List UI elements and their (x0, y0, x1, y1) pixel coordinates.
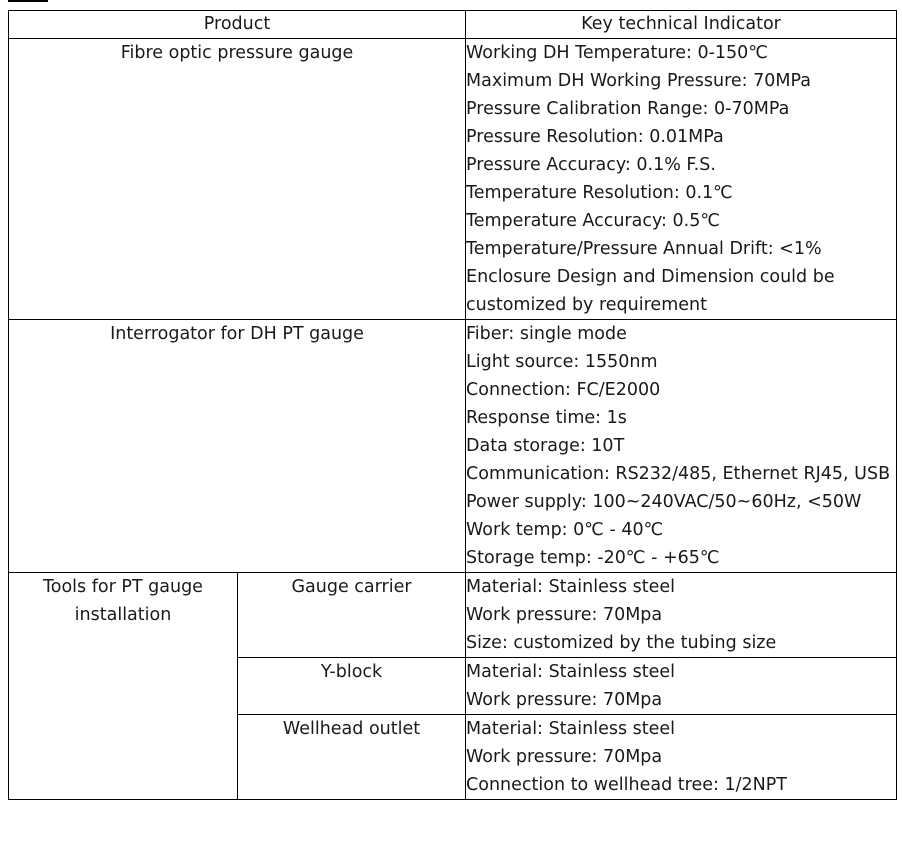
indicator-line: Temperature Accuracy: 0.5℃ (466, 211, 720, 231)
indicator-header: Key technical Indicator (466, 11, 897, 39)
indicator-line: Pressure Calibration Range: 0-70MPa (466, 99, 790, 119)
indicator-line: Material: Stainless steel (466, 577, 676, 597)
indicator-line: Size: customized by the tubing size (466, 633, 777, 653)
indicator-line: Temperature/Pressure Annual Drift: <1% (466, 239, 822, 259)
product-header: Product (9, 11, 466, 39)
indicator-line: Data storage: 10T (466, 436, 625, 456)
table-row (9, 573, 897, 658)
indicator-line: Pressure Accuracy: 0.1% F.S. (466, 155, 716, 175)
indicator-line: Response time: 1s (466, 408, 627, 428)
indicator-line: Work pressure: 70Mpa (466, 605, 663, 625)
indicator-line: Communication: RS232/485, Ethernet RJ45, USB (466, 464, 891, 484)
product-cell: Interrogator for DH PT gauge (9, 320, 466, 573)
indicator-line: Connection: FC/E2000 (466, 380, 661, 400)
indicator-line: Storage temp: -20℃ - +65℃ (466, 548, 720, 568)
indicator-line: Material: Stainless steel (466, 719, 676, 739)
page-top-edge (0, 0, 60, 6)
indicator-line: Connection to wellhead tree: 1/2NPT (466, 775, 787, 795)
indicator-cell (466, 715, 897, 800)
indicator-line: Temperature Resolution: 0.1℃ (466, 183, 733, 203)
product-cell: Fibre optic pressure gauge (9, 39, 466, 320)
indicator-line: Material: Stainless steel (466, 662, 676, 682)
indicator-line: Working DH Temperature: 0-150℃ (466, 43, 768, 63)
tools-group-cell: Tools for PT gauge installation (9, 573, 238, 800)
indicator-cell (466, 320, 897, 573)
tool-name-cell: Wellhead outlet (238, 715, 466, 800)
indicator-line: Work pressure: 70Mpa (466, 747, 663, 767)
indicator-line: Work temp: 0℃ - 40℃ (466, 520, 664, 540)
indicator-line: Enclosure Design and Dimension could be customized by requirement (466, 267, 835, 315)
table-row (9, 320, 897, 573)
indicator-cell (466, 658, 897, 715)
table-row (9, 39, 897, 320)
spec-table (8, 10, 897, 800)
indicator-line: Maximum DH Working Pressure: 70MPa (466, 71, 811, 91)
indicator-line: Power supply: 100~240VAC/50~60Hz, <50W (466, 492, 862, 512)
indicator-line: Fiber: single mode (466, 324, 627, 344)
indicator-line: Work pressure: 70Mpa (466, 690, 663, 710)
indicator-line: Light source: 1550nm (466, 352, 658, 372)
indicator-line: Pressure Resolution: 0.01MPa (466, 127, 724, 147)
cropped-caption-fragment (8, 0, 48, 2)
tool-name-cell: Y-block (238, 658, 466, 715)
indicator-cell (466, 39, 897, 320)
header-row (9, 11, 897, 39)
tool-name-cell: Gauge carrier (238, 573, 466, 658)
indicator-cell (466, 573, 897, 658)
